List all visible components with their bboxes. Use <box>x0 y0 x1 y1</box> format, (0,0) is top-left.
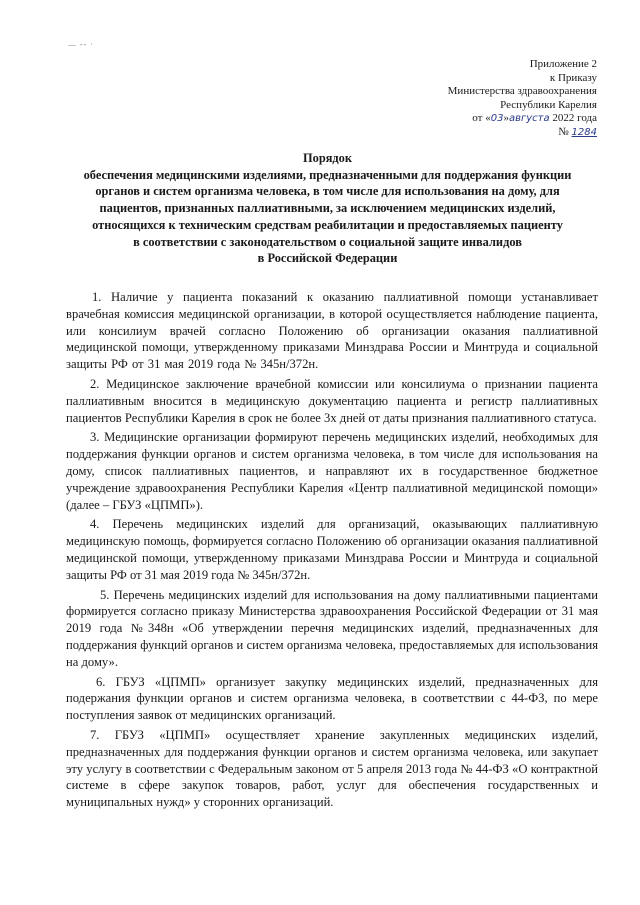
title-line: пациентов, признанных паллиативными, за исключением медицинских изделий, <box>99 201 556 216</box>
title-line: обеспечения медицинскими изделиями, предназначенными для поддержания функции <box>83 167 572 182</box>
paragraph-4: 4. Перечень медицинских изделий для организаций, оказывающих паллиативную медицинскую помощь, формируется согласно Положению об организации оказания паллиативной медицинской помощи, утвержденному приказами Минздрава России и Минтруда и социальной защиты РФ от 31 мая 2019 года № 345н/372н. <box>66 517 598 582</box>
corner-mark: — -- · <box>68 40 94 49</box>
order-reference: к Приказу <box>549 71 597 84</box>
republic-name: Республики Карелия <box>500 98 597 111</box>
paragraph-1: 1. Наличие у пациента показаний к оказанию паллиативной помощи устанавливает врачебная комиссия медицинской организации, в которой осуществляется наблюдение пациента, или консилиум врачей согласно Положению об организации оказания паллиативной медицинской помощи, утвержденному приказами Минздрава России и Минтруда и социальной защиты РФ от 31 мая 2019 года № 345н/372н. <box>66 290 598 372</box>
title-line: в соответствии с законодательством о социальной защите инвалидов <box>133 234 522 249</box>
paragraph-7: 7. ГБУЗ «ЦПМП» осуществляет хранение закупленных медицинских изделий, предназначенных для поддержания функции органов и систем организма человека, или закупает эту услугу в соответствии с Федеральным законом от 5 апреля 2013 года № 44-ФЗ «О контрактной системе в сфере закупок товаров, работ, услуг для обеспечения государственных и муниципальных нужд» у сторонних организаций. <box>66 727 598 810</box>
date-prefix: от « <box>472 112 491 125</box>
number-prefix: № <box>558 125 572 138</box>
title-line: в Российской Федерации <box>257 251 398 266</box>
date-mid: » <box>503 112 509 125</box>
document-body <box>66 289 598 814</box>
title-line: органов и систем организма человека, в том числе для использования на дому, для <box>95 184 560 199</box>
date-day-handwritten: 03 <box>490 113 504 125</box>
title-heading: Порядок <box>302 151 353 165</box>
appendix-header <box>448 58 597 140</box>
ministry-name: Министерства здравоохранения <box>447 85 597 98</box>
paragraph-5: 5. Перечень медицинских изделий для использования на дому паллиативными пациентами формируется согласно приказу Министерства здравоохранения Российской Федерации от 31 мая 2019 года №348н «Об утверждении перечня медицинских изделий, предназначенных для поддержания функций органов и систем организма человека, предоставляемых для использования на дому». <box>66 587 598 669</box>
appendix-label: Приложение 2 <box>529 58 597 70</box>
document-title <box>50 150 605 267</box>
date-suffix: 2022 года <box>549 112 597 125</box>
date-month-handwritten: августа <box>508 113 550 125</box>
order-date <box>448 112 597 126</box>
paragraph-6: 6. ГБУЗ «ЦПМП» организует закупку медицинских изделий, предназначенных для подержания функции органов и систем организма человека, в соответствии с 44-ФЗ, по мере поступления заявок от медицинских организаций. <box>66 674 598 723</box>
order-number-handwritten: 1284 <box>571 126 597 138</box>
order-number <box>448 126 597 140</box>
title-line: относящихся к техническим средствам реабилитации и предоставляемых пациенту <box>92 217 563 232</box>
paragraph-2: 2. Медицинское заключение врачебной комиссии или консилиума о признании пациента паллиативным вносится в медицинскую документацию пациента и регистр паллиативных пациентов Республики Карелия в срок не более 3х дней от даты признания паллиативного статуса. <box>66 376 598 425</box>
paragraph-3: 3. Медицинские организации формируют перечень медицинских изделий, необходимых для поддержания функции органов и систем организма человека, в том числе для использования на дому, список паллиативных пациентов, и направляют их в государственное бюджетное учреждение здравоохранения Республики Карелия «Центр паллиативной медицинской помощи» (далее – ГБУЗ «ЦПМП»). <box>66 430 598 512</box>
